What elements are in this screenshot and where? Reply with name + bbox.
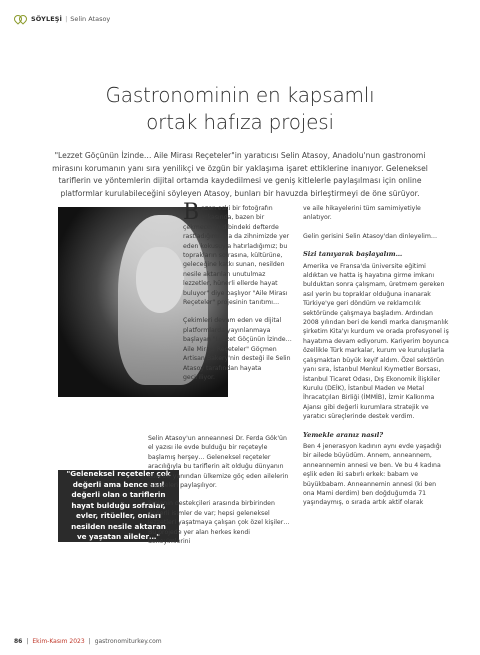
subject-label: Selin Atasoy bbox=[70, 15, 111, 23]
section-label: SÖYLEŞİ bbox=[31, 15, 63, 23]
website-link[interactable]: gastronomiturkey.com bbox=[94, 638, 162, 645]
page-footer bbox=[14, 638, 162, 645]
header-separator: | bbox=[65, 15, 68, 23]
column-1-lead bbox=[183, 200, 293, 307]
question-1: Sizi tanıyarak başlayalım… bbox=[303, 250, 403, 259]
column-1-paragraph-4: Projenin destekçileri arasında birbirinden değerli isimler de var; hepsi geleneksel lezzetleri yaşatmaya çalışan çok özel kişiler… Bu projede yer alan herkes kendi deneyimlerini bbox=[148, 500, 290, 546]
title-line-1: Gastronominin en kapsamlı bbox=[105, 83, 375, 107]
portrait-face bbox=[136, 247, 184, 313]
column-1-paragraph-3: Selin Atasoy'un anneannesi Dr. Ferda Gök'ün el yazısı ile evde bulduğu bir reçeteyle başlamış herşey… Geleneksel reçeteler aracılığıyla bu tariflerin ait olduğu dünyanın dört bir yanından ülkemize göç eden ailelerin hikayeleri paylaşılıyor. bbox=[148, 435, 289, 490]
column-1-top bbox=[183, 200, 293, 391]
title-line-2: ortak hafıza projesi bbox=[146, 110, 334, 134]
dropcap: B bbox=[183, 200, 200, 225]
column-2-paragraph-2: Gelin gerisini Selin Atasoy'dan dinleyelim… bbox=[303, 232, 438, 240]
article-intro: "Lezzet Göçünün İzinde… Aile Mirası Reçeteler"in yaratıcısı Selin Atasoy, Anadolu'nun gastronomi mirasını korumanın yanı sıra yenilikçi ve özgün bir yaklaşıma işaret ettiklerine inanıyor. Geleneksel tariflerin ve yöntemlerin dijital ortamda kaydedilmesi ve geniş kitlelerle paylaşılması için online platformlar kurulabileceğini söyleyen Atasoy, bunları bir havuzda birleştirmeyi de öne sürüyor. bbox=[52, 151, 428, 198]
question-2: Yemekle aranız nasıl? bbox=[303, 430, 384, 439]
page-header bbox=[14, 12, 110, 26]
column-1-paragraph-1: azen eski bir fotoğrafın arkasında, bazen bir çekmecenin dibindeki defterde rastladığımız ya da zihnimizde yer eden kokusuyla hatırladığımız; bu toprakların sofrasına, kültürüne, geleceğine katkı sunan, nesilden nesile aktarılan unutulmaz lezzetler, hünerli ellerde hayat buluyor" diye başlıyor "Aile Mirası Reçeteler" projesinin tanıtımı… bbox=[183, 205, 290, 307]
issue-label: Ekim-Kasım 2023 bbox=[32, 638, 85, 645]
column-2-paragraph-1: ve aile hikayelerini tüm samimiyetiyle anlatıyor. bbox=[303, 205, 421, 222]
pull-quote: "Geleneksel reçeteler çok değerli ama bence asıl değerli olan o tariflerin hayat bulduğu sofralar, evler, ritüeller, onları nesilden nesile aktaran ve yaşatan aileler…" bbox=[58, 470, 179, 542]
page-number: 86 bbox=[14, 638, 23, 645]
answer-2: Ben 4 jenerasyon kadının aynı evde yaşadığı bir ailede büyüdüm. Annem, anneannem, anneannemin annesi ve ben. Ve bu 4 kadına eşlik eden iki sabırlı erkek: babam ve büyükbabam. Anneannemin annesi (ki ben ona Mami derdim) ben doğduğumda 71 yaşındaymış, o sırada artık aktif olarak bbox=[303, 442, 442, 507]
footer-separator-1: | bbox=[26, 638, 29, 645]
footer-separator-2: | bbox=[88, 638, 91, 645]
magazine-logo-icon bbox=[14, 14, 28, 24]
column-1-lower bbox=[148, 434, 294, 555]
column-2 bbox=[303, 204, 449, 508]
article-title bbox=[0, 82, 480, 136]
column-1-paragraph-2: Çekimleri devam eden ve dijital platformlarda yayınlanmaya başlayan "Lezzet Göçünün İzinde… Aile Mirası Reçeteler" Göçmen Artisan Bakery'nin desteği ile Selin Atasoy tarafından hayata geçiriliyor. bbox=[183, 317, 292, 381]
answer-1: Amerika ve Fransa'da üniversite eğitimi aldıktan ve hatta iş hayatına girme imkanı bulduktan sonra çalışmam, üretmem gereken asıl yerin bu topraklar olduğuna inanarak Türkiye'ye geri döndüm ve reklamcılık sektöründe çalışmaya başladım. Ardından 2008 yılından beri de kendi marka danışmanlık şirketim Kita'yı kurdum ve orada profesyonel iş hayatıma devam ediyorum. Kariyerim boyunca özellikle Türk markalar, kurum ve kuruluşlarla çalışmaktan büyük keyif aldım. Özel sektörün yanı sıra, İstanbul Menkul Kıymetler Borsası, İstanbul Ticaret Odası, Dış Ekonomik İlişkiler Kurulu (DEİK), İstanbul Maden ve Metal İhracatçıları Birliği (İMMİB), İzmir Kalkınma Ajansı gibi değerli kurumlara stratejik ve yaratıcı süreçlerinde destek verdim. bbox=[303, 262, 449, 421]
